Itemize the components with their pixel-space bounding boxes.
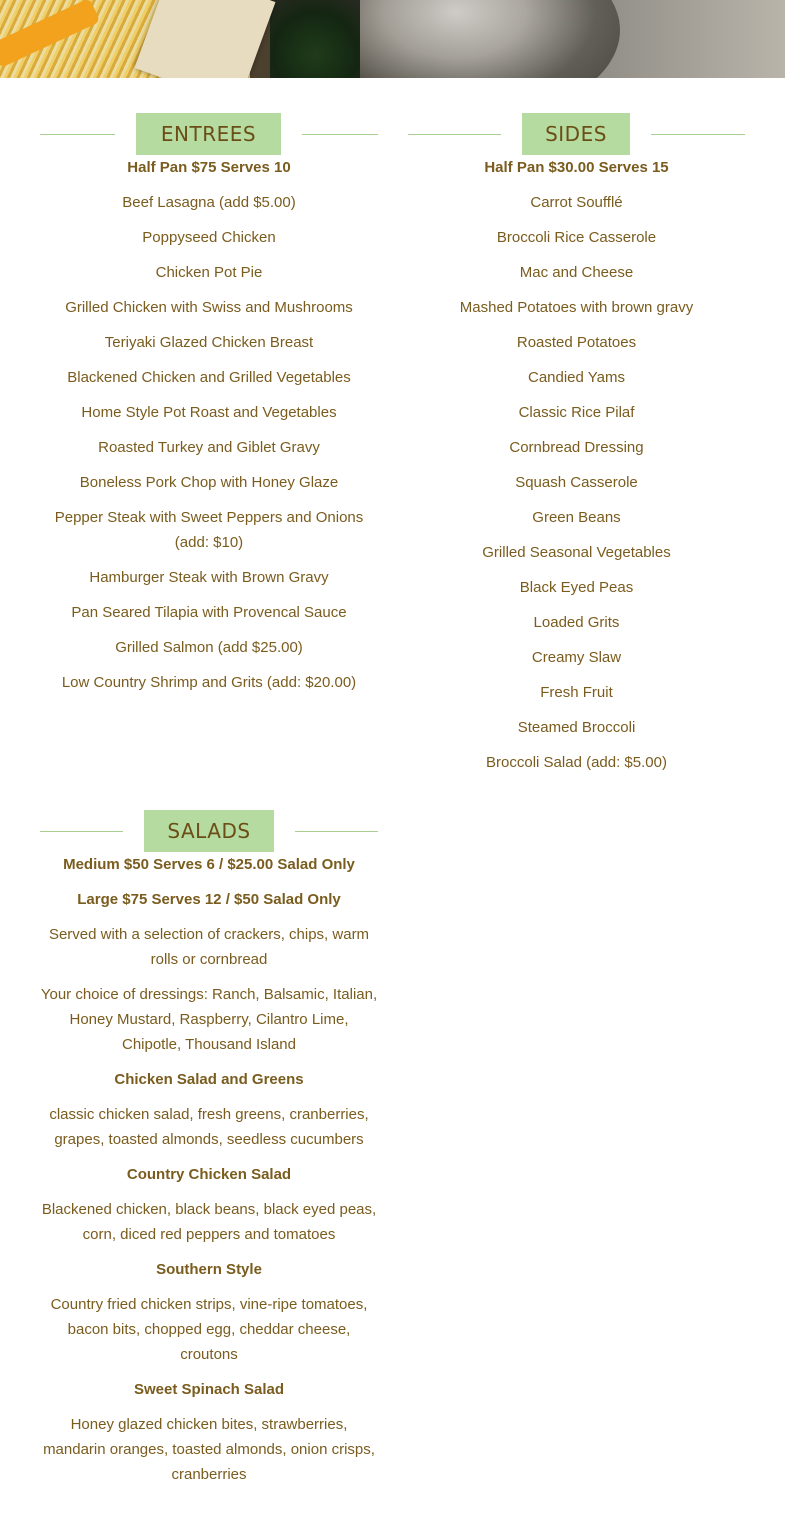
entrees-menu-item: Chicken Pot Pie <box>155 264 263 281</box>
entrees-menu-item: Low Country Shrimp and Grits (add: $20.00) <box>61 674 357 691</box>
entrees-section <box>40 113 378 705</box>
sides-subheading: Half Pan $30.00 Serves 15 <box>484 159 669 176</box>
header-rule-left <box>40 831 123 832</box>
salads-subheading: Chicken Salad and Greens <box>114 1071 304 1088</box>
sides-menu-item: Fresh Fruit <box>540 684 613 701</box>
entrees-menu-item: Teriyaki Glazed Chicken Breast <box>104 334 314 351</box>
entrees-menu-item: Beef Lasagna (add $5.00) <box>122 194 296 211</box>
entrees-list <box>40 155 378 695</box>
entrees-header <box>40 113 378 155</box>
sides-menu-item: Mashed Potatoes with brown gravy <box>459 299 694 316</box>
header-rule-right <box>295 831 378 832</box>
salads-section <box>40 810 378 1497</box>
salads-menu-item: Your choice of dressings: Ranch, Balsamic, Italian, Honey Mustard, Raspberry, Cilantro Lime, Chipotle, Thousand Island <box>40 986 378 1053</box>
sides-menu-item: Candied Yams <box>527 369 625 386</box>
sides-menu-item: Squash Casserole <box>515 474 638 491</box>
sides-menu-item: Carrot Soufflé <box>530 194 623 211</box>
salads-subheading: Medium $50 Serves 6 / $25.00 Salad Only <box>63 856 355 873</box>
header-rule-right <box>302 134 378 135</box>
sides-list <box>408 155 745 775</box>
salads-menu-item: Honey glazed chicken bites, strawberries, mandarin oranges, toasted almonds, onion crisps, cranberries <box>43 1416 375 1483</box>
sides-title: SIDES <box>522 113 630 155</box>
salads-menu-item: classic chicken salad, fresh greens, cranberries, grapes, toasted almonds, seedless cucumbers <box>49 1106 369 1148</box>
sides-menu-item: Loaded Grits <box>533 614 620 631</box>
sides-menu-item: Creamy Slaw <box>531 649 622 666</box>
entrees-subheading: Half Pan $75 Serves 10 <box>127 159 291 176</box>
sides-header <box>408 113 745 155</box>
sides-menu-item: Roasted Potatoes <box>516 334 637 351</box>
entrees-menu-item: Grilled Salmon (add $25.00) <box>115 639 303 656</box>
header-rule-left <box>40 134 115 135</box>
entrees-title: ENTREES <box>136 113 281 155</box>
salads-menu-item: Blackened chicken, black beans, black eyed peas, corn, diced red peppers and tomatoes <box>41 1201 377 1243</box>
entrees-menu-item: Blackened Chicken and Grilled Vegetables <box>67 369 351 386</box>
header-rule-right <box>651 134 745 135</box>
salads-title: SALADS <box>144 810 274 852</box>
sides-menu-item: Steamed Broccoli <box>517 719 636 736</box>
salads-header <box>40 810 378 852</box>
salads-menu-item: Served with a selection of crackers, chips, warm rolls or cornbread <box>48 926 370 968</box>
hero-food-photo <box>0 0 785 78</box>
entrees-menu-item: Pepper Steak with Sweet Peppers and Onions (add: $10) <box>54 509 364 551</box>
entrees-menu-item: Boneless Pork Chop with Honey Glaze <box>79 474 339 491</box>
salads-subheading: Sweet Spinach Salad <box>133 1381 285 1398</box>
sides-menu-item: Mac and Cheese <box>519 264 634 281</box>
entrees-menu-item: Roasted Turkey and Giblet Gravy <box>98 439 320 456</box>
salads-list <box>40 852 378 1487</box>
sides-menu-item: Black Eyed Peas <box>519 579 634 596</box>
sides-menu-item: Grilled Seasonal Vegetables <box>482 544 671 561</box>
entrees-menu-item: Hamburger Steak with Brown Gravy <box>89 569 329 586</box>
sides-menu-item: Broccoli Salad (add: $5.00) <box>486 754 667 771</box>
sides-menu-item: Cornbread Dressing <box>509 439 644 456</box>
header-rule-left <box>408 134 501 135</box>
entrees-menu-item: Home Style Pot Roast and Vegetables <box>81 404 337 421</box>
sides-menu-item: Green Beans <box>532 509 621 526</box>
sides-section <box>408 113 745 785</box>
entrees-menu-item: Grilled Chicken with Swiss and Mushrooms <box>65 299 353 316</box>
sides-menu-item: Classic Rice Pilaf <box>518 404 635 421</box>
entrees-menu-item: Poppyseed Chicken <box>142 229 276 246</box>
entrees-menu-item: Pan Seared Tilapia with Provencal Sauce <box>71 604 347 621</box>
salads-subheading: Country Chicken Salad <box>126 1166 292 1183</box>
salads-subheading: Large $75 Serves 12 / $50 Salad Only <box>77 891 341 908</box>
salads-menu-item: Country fried chicken strips, vine-ripe tomatoes, bacon bits, chopped egg, cheddar cheese, croutons <box>50 1296 368 1363</box>
sides-menu-item: Broccoli Rice Casserole <box>496 229 657 246</box>
salads-subheading: Southern Style <box>156 1261 262 1278</box>
